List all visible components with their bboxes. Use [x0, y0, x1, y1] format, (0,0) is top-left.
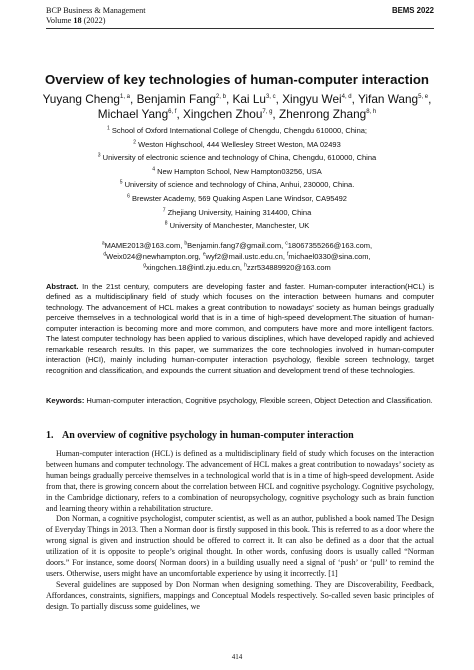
- affiliation-text: University of Manchester, Manchester, UK: [169, 221, 310, 231]
- email-sup: d: [103, 251, 107, 258]
- affiliation: [30, 192, 444, 206]
- journal-abbrev: BEMS 2022: [391, 6, 434, 15]
- email-address[interactable]: zzr534889920@163.com: [246, 263, 331, 272]
- affiliation-text: Weston Highschool, 444 Wellesley Street Weston, MA 02493: [138, 139, 341, 149]
- volume-number: 18: [73, 16, 82, 25]
- author-name: Zhenrong Zhang: [278, 106, 367, 121]
- author-name: Benjamin Fang: [136, 92, 216, 106]
- affiliation: [30, 219, 444, 233]
- affiliation-sup: 5: [119, 179, 123, 186]
- author-sup: 1, a: [119, 94, 130, 101]
- volume-year: (2022): [81, 16, 106, 25]
- author-name: Yuyang Cheng: [42, 92, 120, 106]
- affiliation: [30, 165, 444, 179]
- affiliation: [30, 138, 444, 152]
- affiliation-sup: 3: [97, 152, 101, 159]
- email-address[interactable]: MAME2013@163.com,: [104, 241, 185, 250]
- affiliation-text: New Hampton School, New Hampton03256, USA: [157, 166, 322, 176]
- author-sup: 4, d: [341, 94, 352, 101]
- author-name: Xingyu Wei: [282, 92, 342, 106]
- volume-line: [46, 16, 434, 26]
- section-number: 1.: [46, 430, 54, 441]
- running-header: [46, 6, 434, 26]
- affiliation: [30, 178, 444, 192]
- author-sup: 5, e: [418, 94, 429, 101]
- section-heading: [46, 430, 354, 441]
- body-paragraph: Several guidelines are supposed by Don Norman when designing something. They are Discoverability, Feedback, Affordances, constraints, signifiers, mappings and Conceptual Models respectively. So-called seven basic principles of design. To partially discuss some guidelines, we: [46, 579, 434, 611]
- affiliation-sup: 8: [164, 220, 168, 227]
- email-sup: b: [184, 240, 188, 247]
- keywords: [46, 396, 434, 406]
- paper-title: Overview of key technologies of human-computer interaction: [45, 72, 429, 87]
- email-sup: f: [287, 251, 289, 258]
- affiliation-text: University of electronic science and technology of China, Chengdu, 610000, China: [102, 153, 377, 163]
- email-address[interactable]: xingchen.18@intl.zju.edu.cn,: [145, 263, 245, 272]
- author-sup: 7, g: [262, 108, 273, 115]
- author-name: Kai Lu: [232, 92, 266, 106]
- email-address[interactable]: Weix024@newhampton.org,: [106, 252, 203, 261]
- email-sup: c: [285, 240, 288, 247]
- affiliation-sup: 2: [133, 139, 137, 146]
- author-sup: 3, c: [265, 94, 276, 101]
- affiliation-sup: 4: [152, 166, 155, 173]
- volume-prefix: Volume: [46, 16, 74, 25]
- section-title: An overview of cognitive psychology in human-computer interaction: [62, 430, 354, 441]
- abstract-text: In the 21st century, computers are developing faster and faster. Human-computer interaction(HCL) is defined as a multidisciplinary field of study which focuses on the interaction between humans and computer technology. The advancement of HCL makes a great contribution to nowadays’ society as human beings gradually perceive themselves in a technological world that is in a time of high-speed development.The situation of human-computer interaction is becoming more and more common, and computers have more and more intelligent factors. The latest computer technology has been applied to various disciplines, which have developed rapidly and achieved remarkable research results. In this paper, we summarizes the core technologies involved in human-computer interaction (HCI), mainly including human-computer interaction psychology, flexible screen technology, target recognition and classification, and expounds the current situation and development trend of these technologies.: [46, 282, 434, 375]
- affiliation: [30, 206, 444, 220]
- author-name: Xingchen Zhou: [183, 106, 263, 121]
- email-address[interactable]: 18067355266@163.com,: [287, 241, 373, 250]
- author-line-2: Michael Yang$^{6, f}$, Xingchen Zhou$^{7, g}$, Zhenrong Zhang$^{8, h}$: [97, 106, 377, 121]
- email-line-1: [30, 240, 444, 251]
- body-paragraph: Human-computer interaction (HCL) is defined as a multidisciplinary field of study which focuses on the interaction between humans and computer technology. The advancement of HCL makes a great contribution to nowadays’ society as human beings gradually perceive themselves in a technological world that is in a time of high-speed development. Aside from that, there is growing concern about the correlation between HCL and cognitive psychology. Cognitive psychology, in the Cambridge dictionary, refers to a combination of neuropsychology, cognitive psychology such as brain function and learning theory within a rehabilitation structure.: [46, 449, 434, 513]
- journal-name: BCP Business & Management: [46, 6, 146, 15]
- email-sup: h: [244, 262, 247, 269]
- email-sup: a: [101, 240, 105, 247]
- email-address[interactable]: Benjamin.fang7@gmail.com,: [187, 241, 286, 250]
- email-list: [30, 240, 444, 273]
- author-sup: 8, h: [366, 108, 377, 115]
- abstract: [46, 282, 434, 376]
- affiliation: [30, 124, 444, 138]
- body-paragraph: Don Norman, a cognitive psychologist, computer scientist, as well as an author, published a book named The Design of Everyday Things in 2013. Then a Norman door is firstly supposed in this book. This is referred to as a door where the wrong signal is given and instruction should be offered to correct it. It can also be defined as a door that the actual utilization of it is opposite to people’s original thought. In other words, confusing doors is usually called “Norman doors.” For instance, some doors( Norman doors) in a building usually need a signal of ‘push’ or ‘pull’ to remind the users. Otherwise, users might have an uncomfortable experience by using it incorrectly. [1]: [46, 514, 434, 578]
- email-line-2: [30, 251, 444, 262]
- abstract-label: Abstract.: [46, 282, 79, 291]
- section-body: [46, 449, 434, 613]
- author-sup: 6, f: [168, 108, 177, 115]
- author-name: Michael Yang: [97, 106, 169, 121]
- email-address[interactable]: michael0330@sina.com,: [288, 252, 371, 261]
- email-sup: g: [143, 262, 146, 269]
- author-sup: 2, b: [215, 94, 226, 101]
- author-name: Yifan Wang: [358, 92, 419, 106]
- affiliation-sup: 1: [106, 125, 110, 132]
- affiliation-text: Brewster Academy, 569 Quaking Aspen Lane Windsor, CA95492: [131, 193, 347, 203]
- author-list: [30, 92, 444, 121]
- affiliation: [30, 151, 444, 165]
- affiliation-text: Zhejiang University, Haining 314400, China: [167, 207, 312, 217]
- author-line-1: Yuyang Cheng$^{1, a}$, Benjamin Fang$^{2, b}$, Kai Lu$^{3, c}$, Xingyu Wei$^{4, d}$, Yifan Wang$^{5, e}$,: [42, 92, 432, 106]
- affiliation-text: University of science and technology of China, Anhui, 230000, China.: [124, 180, 355, 190]
- affiliation-sup: 6: [127, 193, 130, 200]
- affiliation-text: School of Oxford International College of Chengdu, Chengdu 610000, China;: [111, 126, 368, 135]
- email-address[interactable]: wyf2@mail.ustc.edu.cn,: [205, 252, 288, 261]
- email-sup: e: [202, 251, 206, 258]
- keywords-text: Human-computer interaction, Cognitive psychology, Flexible screen, Object Detection and Classification.: [84, 396, 433, 405]
- keywords-label: Keywords:: [46, 396, 85, 405]
- affiliation-list: [30, 124, 444, 233]
- header-rule: [46, 28, 434, 29]
- affiliation-sup: 7: [162, 207, 166, 214]
- page-number: 414: [231, 653, 243, 661]
- email-line-3: [30, 262, 444, 273]
